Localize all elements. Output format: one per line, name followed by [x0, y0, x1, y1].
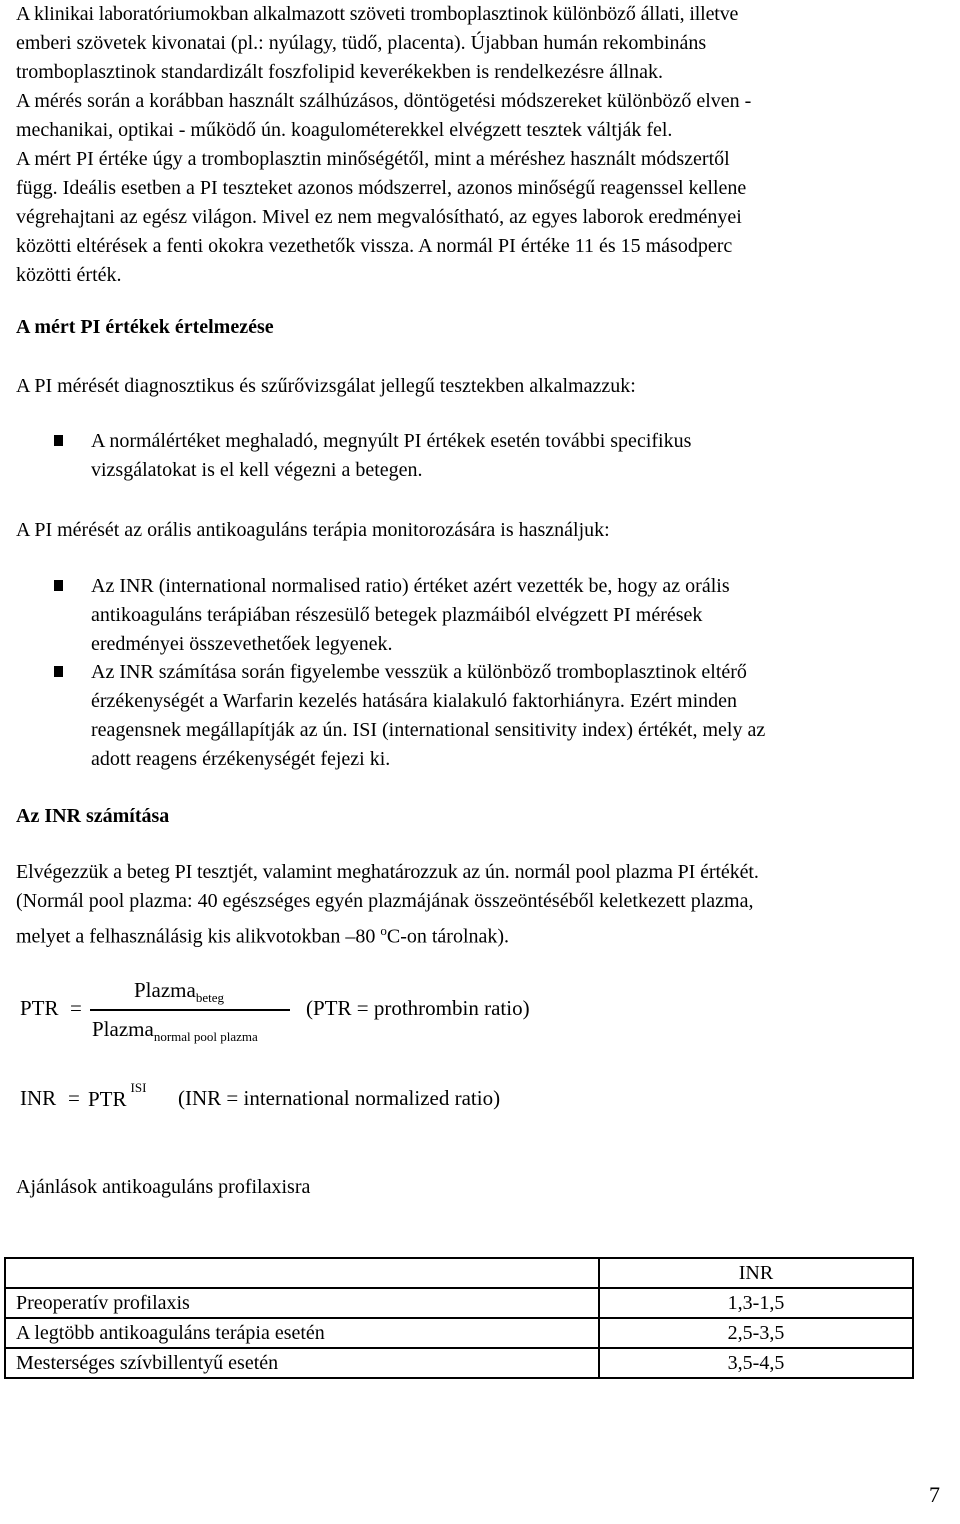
intro-line: végrehajtani az egész világon. Mivel ez nem megvalósítható, az egyes laborok eredményei — [16, 206, 742, 228]
intro-line: A mérés során a korábban használt szálhúzásos, döntögetési módszereket különböző elven - — [16, 90, 752, 112]
intro-line: közötti eltérések a fenti okokra vezethetők vissza. A normál PI értéke 11 és 15 másodperc — [16, 235, 733, 257]
table-cell: 3,5-4,5 — [599, 1348, 913, 1378]
ptr-denominator — [92, 1017, 258, 1045]
ptr-note: (PTR = prothrombin ratio) — [306, 996, 530, 1020]
ptr-denominator-base: Plazma — [92, 1017, 154, 1041]
ptr-denominator-subscript: normal pool plazma — [153, 1029, 258, 1045]
intro-line: A klinikai laboratóriumokban alkalmazott szöveti tromboplasztinok különböző állati, illetve — [16, 3, 739, 25]
table-cell: A legtöbb antikoaguláns terápia esetén — [5, 1318, 599, 1348]
fraction-line — [90, 1009, 290, 1011]
ptr-numerator-subscript: beteg — [195, 990, 224, 1006]
intro-line: mechanikai, optikai - működő ún. koagulométerekkel elvégzett tesztek váltják fel. — [16, 119, 673, 141]
paragraph-text: melyet a felhasználásig kis alikvotokban –80 — [16, 925, 381, 948]
intro-line: tromboplasztinok standardizált foszfolipid keverékekben is rendelkezésre állnak. — [16, 61, 663, 83]
bullet-line: reagensnek megállapítják az ún. ISI (international sensitivity index) értékét, mely az — [91, 719, 766, 741]
bullet-icon — [54, 580, 63, 591]
section-heading-pi-interpretation: A mért PI értékek értelmezése — [16, 316, 274, 338]
paragraph-line: (Normál pool plazma: 40 egészséges egyén plazmájának összeöntéséből keletkezett plazma, — [16, 890, 754, 912]
table-row — [5, 1318, 913, 1348]
paragraph-line — [16, 916, 956, 952]
bullet-line: eredményei összevethetőek legyenek. — [91, 633, 393, 655]
bullet-text — [91, 427, 691, 485]
inr-base: PTR — [88, 1087, 127, 1111]
bullet-line: Az INR (international normalised ratio) értéket azért vezették be, hogy az orális — [91, 575, 730, 597]
intro-paragraph — [16, 0, 946, 290]
recommendation-heading: Ajánlások antikoaguláns profilaxisra — [16, 1176, 311, 1198]
table-cell: 2,5-3,5 — [599, 1318, 913, 1348]
bullet-icon — [54, 435, 63, 446]
inr-recommendation-table — [4, 1257, 914, 1379]
inr-rhs — [88, 1080, 147, 1112]
bullet-line: érzékenységét a Warfarin kezelés hatására kialakuló faktorhiányra. Ezért minden — [91, 690, 738, 712]
ptr-numerator — [134, 978, 224, 1006]
table-header-row — [5, 1258, 913, 1288]
bullet-line: antikoaguláns terápiában részesülő betegek plazmáiból elvégzett PI mérések — [91, 604, 703, 626]
intro-line: A mért PI értéke úgy a tromboplasztin minőségétől, mint a méréshez használt módszertől — [16, 148, 730, 170]
table-cell: 1,3-1,5 — [599, 1288, 913, 1318]
bullet-line: A normálértéket meghaladó, megnyúlt PI értékek esetén további specifikus — [91, 430, 692, 452]
bullet-text — [91, 572, 730, 659]
bullet-icon — [54, 666, 63, 677]
intro-line: függ. Ideális esetben a PI teszteket azonos módszerrel, azonos minőségű reagenssel kellene — [16, 177, 747, 199]
inr-equals: = — [68, 1086, 80, 1110]
paragraph-line: Elvégezzük a beteg PI tesztjét, valamint meghatározzuk az ún. normál pool plazma PI értékét. — [16, 861, 759, 883]
intro-line: közötti érték. — [16, 264, 122, 286]
ptr-numerator-base: Plazma — [134, 978, 196, 1002]
bullet-line: adott reagens érzékenységét fejezi ki. — [91, 748, 391, 770]
bullet-text — [91, 658, 765, 774]
inr-lhs: INR — [20, 1086, 57, 1110]
page-number: 7 — [929, 1482, 940, 1507]
inr-exponent: ISI — [130, 1080, 147, 1095]
ptr-lhs: PTR — [20, 996, 59, 1020]
section2-lead: A PI mérését az orális antikoaguláns terápia monitorozására is használjuk: — [16, 519, 610, 541]
bullet-line: Az INR számítása során figyelembe vesszük a különböző tromboplasztinok eltérő — [91, 661, 747, 683]
table-header-cell: INR — [599, 1258, 913, 1288]
ptr-equals: = — [70, 996, 82, 1020]
intro-line: emberi szövetek kivonatai (pl.: nyúlagy, tüdő, placenta). Újabban humán rekombináns — [16, 32, 707, 54]
bullet-line: vizsgálatokat is el kell végezni a betegen. — [91, 459, 423, 481]
table-row — [5, 1348, 913, 1378]
table-header-cell — [5, 1258, 599, 1288]
paragraph-text: C-on tárolnak). — [386, 925, 510, 948]
table-cell: Preoperatív profilaxis — [5, 1288, 599, 1318]
section1-lead: A PI mérését diagnosztikus és szűrővizsgálat jellegű tesztekben alkalmazzuk: — [16, 375, 636, 397]
section3-paragraph — [16, 858, 956, 952]
table-row — [5, 1288, 913, 1318]
section-heading-inr-calculation: Az INR számítása — [16, 805, 170, 827]
degree-superscript: o — [380, 923, 387, 938]
table-cell: Mesterséges szívbillentyű esetén — [5, 1348, 599, 1378]
inr-note: (INR = international normalized ratio) — [178, 1086, 501, 1110]
